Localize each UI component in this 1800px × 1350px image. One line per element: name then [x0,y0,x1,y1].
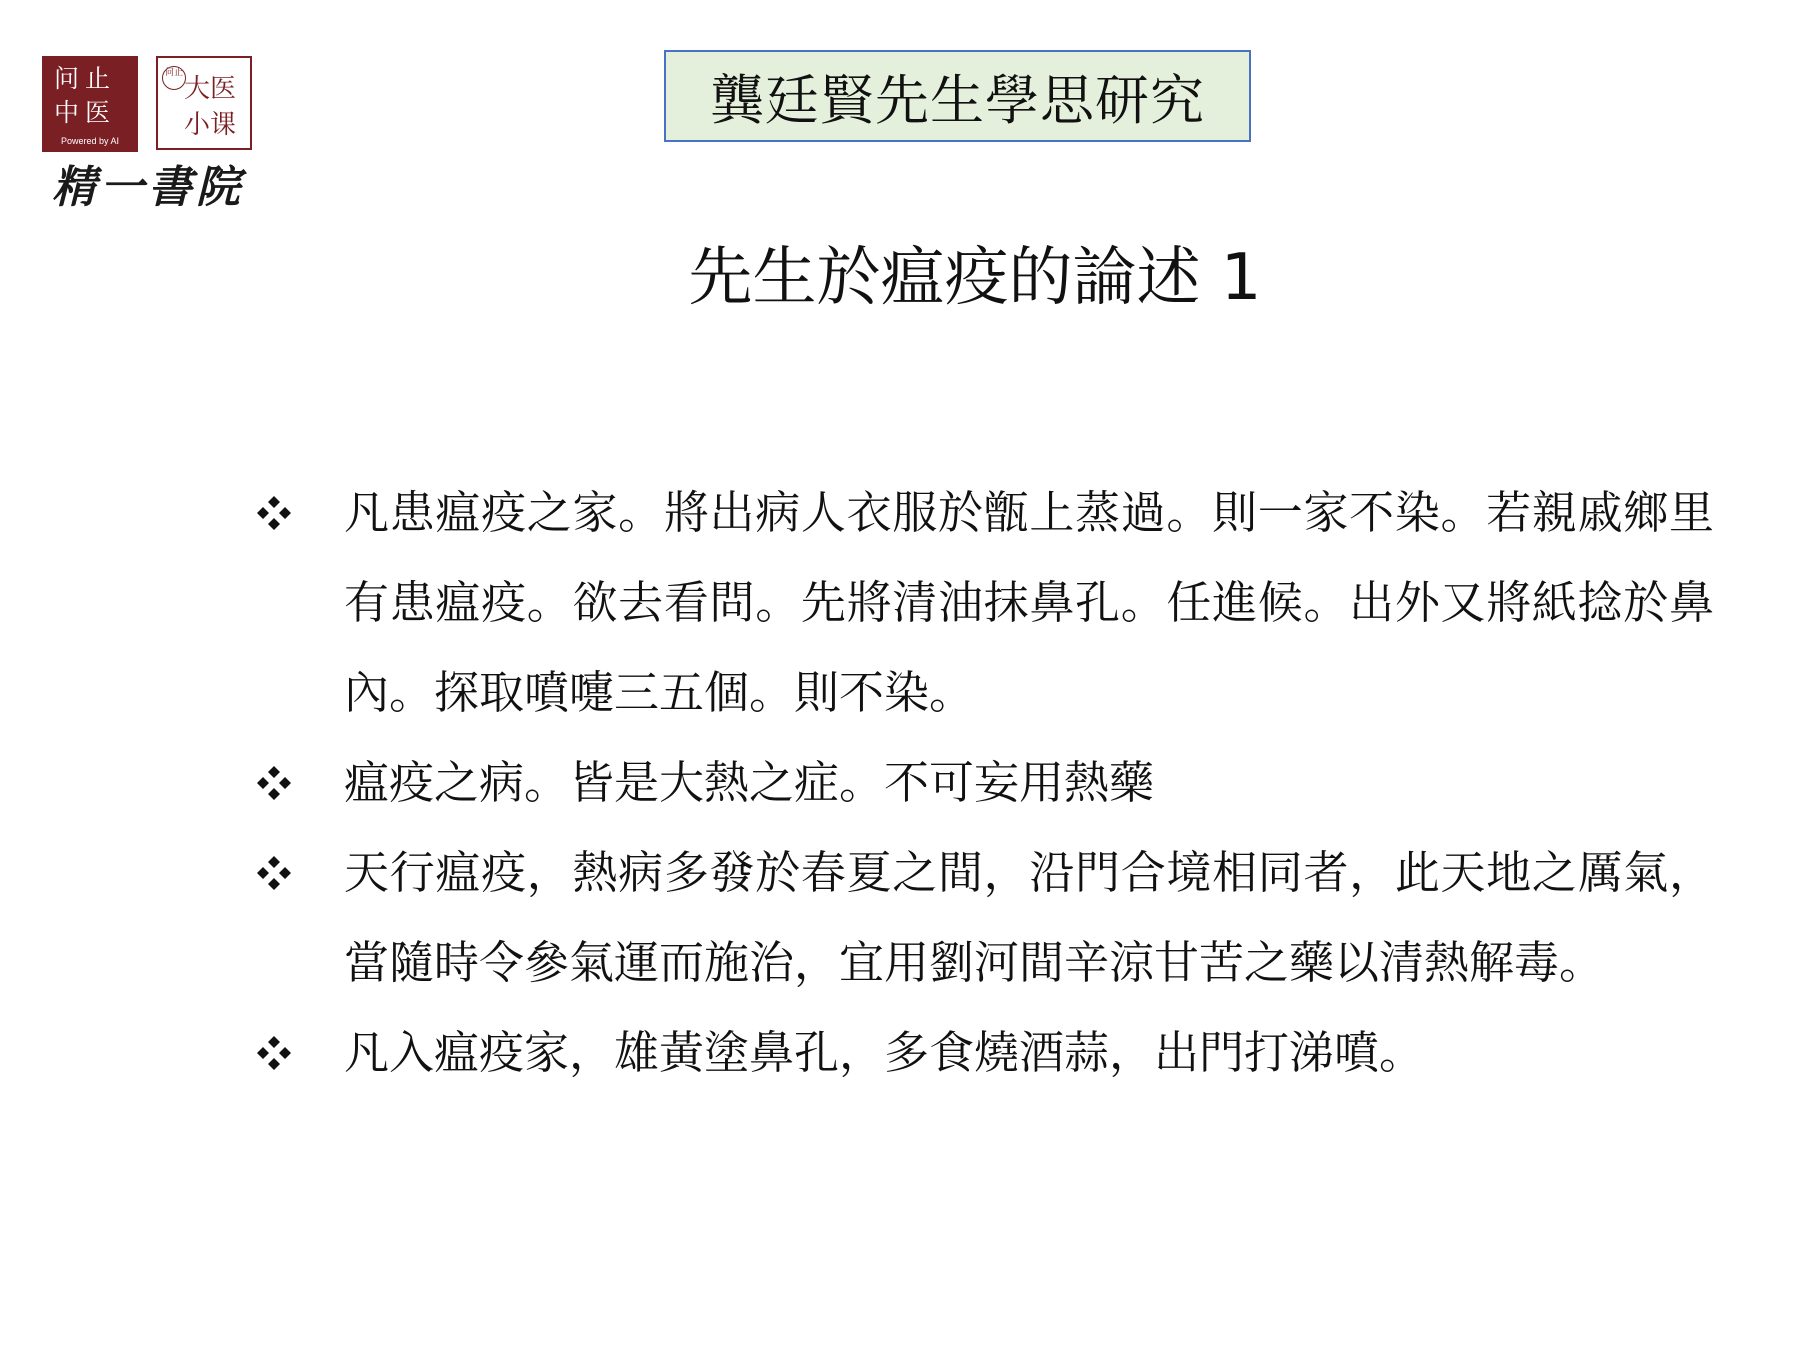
four-diamond-bullet-icon [254,1008,294,1098]
slide-title: 先生於瘟疫的論述 1 [688,241,1262,315]
bullet-text: 凡入瘟疫家，雄黃塗鼻孔，多食燒酒蒜，出門打涕噴。 [344,1026,1425,1079]
logo-tagline: Powered by AI [60,136,120,146]
four-diamond-bullet-icon [254,828,294,918]
bullet-text: 天行瘟疫，熱病多發於春夏之間，沿門合境相同者，此天地之厲氣，當隨時令參氣運而施治，宜用劉河間辛涼甘苦之藥以清熱解毒。 [344,846,1714,989]
bullet-list [254,468,1714,1098]
four-diamond-bullet-icon [254,468,294,558]
logo-line-1: 大医 [184,74,237,104]
logo-line-1: 问止 [54,64,117,93]
bullet-item [254,1008,1714,1098]
bullet-item [254,468,1714,738]
logo-seal: 问止 [162,66,186,90]
header-title-box: 龔廷賢先生學思研究 [664,50,1251,142]
dayi-xiaoke-logo [156,56,252,150]
wenzhi-tcm-logo [42,56,138,152]
logo-line-2: 中医 [54,98,117,127]
four-diamond-bullet-icon [254,738,294,828]
bullet-item [254,738,1714,828]
bullet-text: 凡患瘟疫之家。將出病人衣服於甑上蒸過。則一家不染。若親戚鄉里有患瘟疫。欲去看問。先將清油抹鼻孔。任進候。出外又將紙捻於鼻內。探取噴嚏三五個。則不染。 [344,486,1714,719]
bullet-item [254,828,1714,1008]
jingyi-academy-calligraphy-logo: 精一書院 [52,162,244,213]
logo-line-2: 小课 [184,110,237,140]
bullet-text: 瘟疫之病。皆是大熱之症。不可妄用熱藥 [344,756,1155,809]
